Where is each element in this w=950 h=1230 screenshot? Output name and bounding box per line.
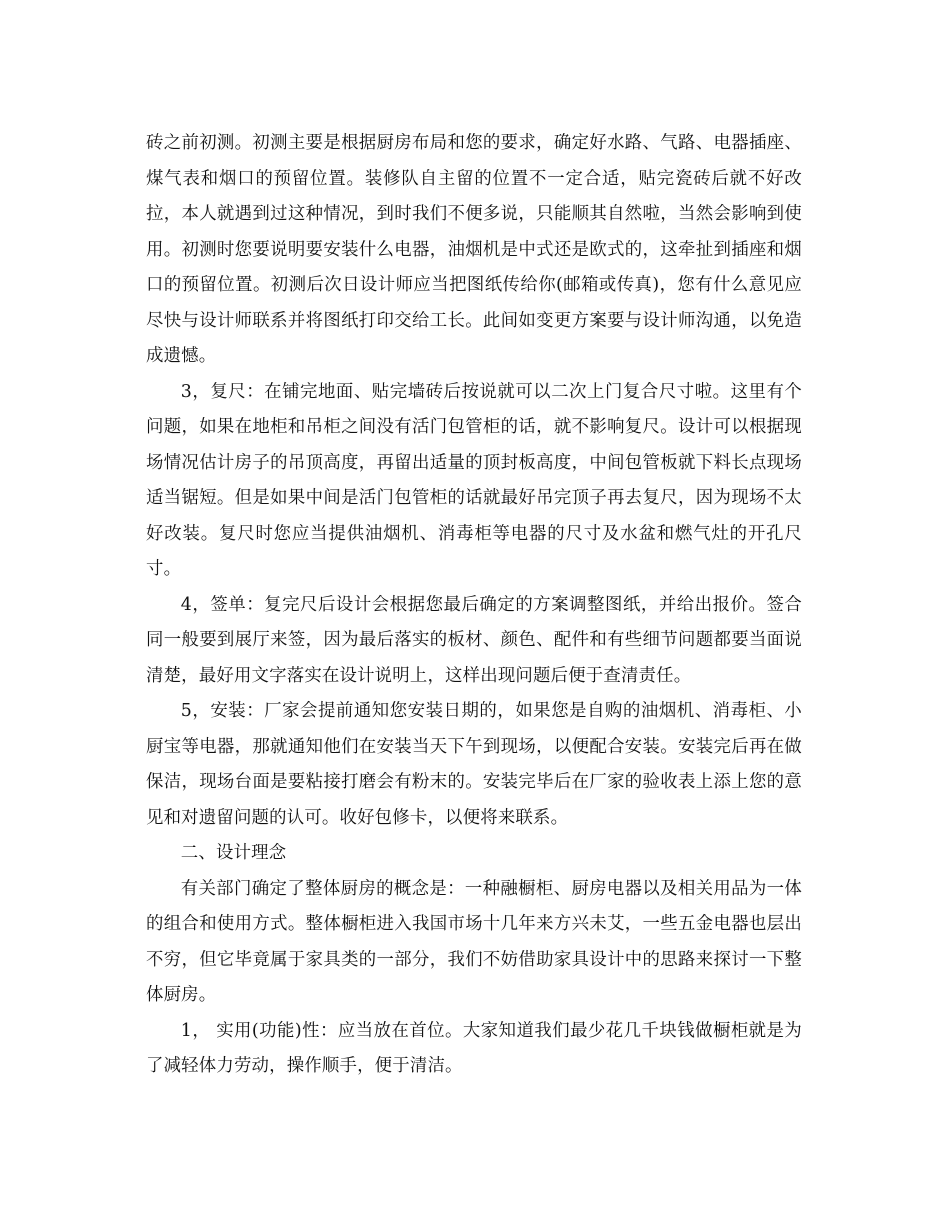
section-heading-design-concept: 二、设计理念 <box>180 843 287 863</box>
paragraph-initial-measure: 砖之前初测。初测主要是根据厨房布局和您的要求，确定好水路、气路、电器插座、煤气表和烟口的预留位置。装修队自主留的位置不一定合适，贴完瓷砖后就不好改拉，本人就遇到过这种情况，到时我们不便多说，只能顺其自然啦，当然会影响到使用。初测时您要说明要安装什么电器，油烟机是中式还是欧式的，这牵扯到插座和烟口的预留位置。初测后次日设计师应当把图纸传给你(邮箱或传真)，您有什么意见应尽快与设计师联系并将图纸打印交给工长。此间如变更方案要与设计师沟通，以免造成遗憾。 <box>146 133 802 366</box>
paragraph-step-3-recheck: 3，复尺：在铺完地面、贴完墙砖后按说就可以二次上门复合尺寸啦。这里有个问题，如果在地柜和吊柜之间没有活门包管柜的话，就不影响复尺。设计可以根据现场情况估计房子的吊顶高度，再留出适量的顶封板高度，中间包管板就下料长点现场适当锯短。但是如果中间是活门包管柜的话就最好吊完顶子再去复尺，因为现场不太好改装。复尺时您应当提供油烟机、消毒柜等电器的尺寸及水盆和燃气灶的开孔尺寸。 <box>146 381 802 579</box>
paragraph-step-4-sign: 4，签单：复完尺后设计会根据您最后确定的方案调整图纸，并给出报价。签合同一般要到展厅来签，因为最后落实的板材、颜色、配件和有些细节问题都要当面说清楚，最好用文字落实在设计说明上，这样出现问题后便于查清责任。 <box>146 594 802 686</box>
paragraph-step-5-install: 5，安装：厂家会提前通知您安装日期的，如果您是自购的油烟机、消毒柜、小厨宝等电器，那就通知他们在安装当天下午到现场，以便配合安装。安装完后再在做保洁，现场台面是要粘接打磨会有粉末的。安装完毕后在厂家的验收表上添上您的意见和对遗留问题的认可。收好包修卡，以便将来联系。 <box>146 701 802 828</box>
paragraph-practicality: 1， 实用(功能)性：应当放在首位。大家知道我们最少花几千块钱做橱柜就是为了减轻体力劳动，操作顺手，便于清洁。 <box>146 1020 802 1076</box>
paragraph-concept-intro: 有关部门确定了整体厨房的概念是：一种融橱柜、厨房电器以及相关用品为一体的组合和使用方式。整体橱柜进入我国市场十几年来方兴未艾，一些五金电器也层出不穷，但它毕竟属于家具类的一部分，我们不妨借助家具设计中的思路来探讨一下整体厨房。 <box>146 878 802 1005</box>
document-body <box>146 126 802 1085</box>
